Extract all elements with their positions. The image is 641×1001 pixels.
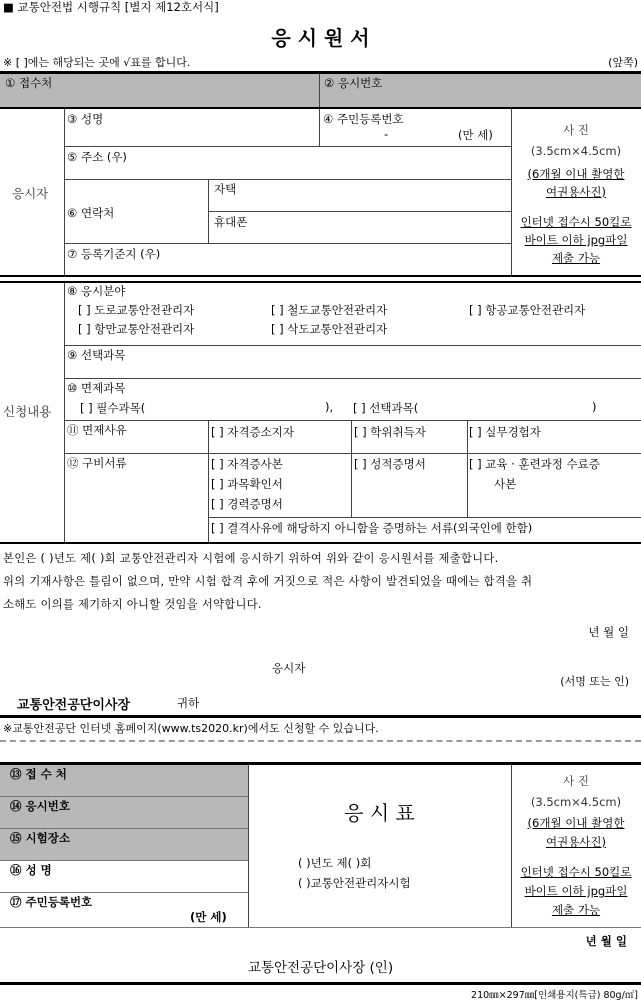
exam-number-label: ② 응시번호	[324, 76, 383, 90]
home-phone-field[interactable]: 자택	[214, 182, 237, 196]
address-field[interactable]: ⑤ 주소 (우)	[67, 150, 127, 164]
recipient-suffix: 귀하	[177, 696, 200, 710]
side-label: (앞쪽)	[608, 56, 638, 69]
rrn-dash: -	[384, 127, 389, 141]
ticket-exam-number: ⑭ 응시번호	[10, 799, 70, 813]
photo-title: 사 진	[563, 774, 589, 788]
age-label: (만 세)	[458, 128, 493, 142]
training-cert-cont: 사본	[494, 477, 517, 491]
ticket-exam-site: ⑮ 시험장소	[10, 831, 70, 845]
law-reference: ■ 교통안전법 시행규칙 [별지 제12호서식]	[3, 0, 219, 14]
photo-size: (3.5cm×4.5cm)	[530, 795, 622, 809]
paper-spec: 210㎜×297㎜[인쇄용지(특급) 80g/㎡]	[471, 990, 638, 1001]
ticket-date: 년 월 일	[585, 934, 627, 948]
office-row	[0, 73, 641, 107]
checkbox-required-subject[interactable]: [ ] 필수과목(	[80, 401, 146, 415]
exam-field-label: ⑧ 응시분야	[67, 284, 126, 298]
checkbox-training-cert[interactable]: [ ] 교육 · 훈련과정 수료증	[469, 457, 600, 471]
photo-note: 바이트 이하 jpg파일	[524, 233, 628, 247]
request-section-label: 신청내용	[3, 404, 52, 419]
declaration-text: 소해도 이의를 제기하지 아니할 것임을 서약합니다.	[3, 598, 262, 611]
check-note: ※ [ ]에는 해당되는 곳에 √표를 합니다.	[3, 56, 191, 69]
applicant-section-label: 응시자	[12, 186, 49, 201]
checkbox-degree-holder[interactable]: [ ] 학위취득자	[354, 425, 426, 439]
photo-note: 인터넷 접수시 50킬로	[520, 865, 632, 879]
exempt-reason-label: ⑪ 면제사유	[67, 423, 127, 437]
contact-label: ⑥ 연락처	[67, 206, 115, 220]
photo-note: 여권용사진)	[545, 835, 607, 849]
elective-subject-field[interactable]: ⑨ 선택과목	[67, 348, 126, 362]
checkbox-transcript[interactable]: [ ] 성적증명서	[354, 457, 426, 471]
checkbox-port[interactable]: [ ] 항만교통안전관리자	[78, 322, 195, 336]
domicile-field[interactable]: ⑦ 등록기준지 (우)	[67, 247, 161, 261]
photo-note: 인터넷 접수시 50킬로	[520, 215, 632, 229]
photo-title: 사 진	[563, 123, 589, 137]
checkbox-road[interactable]: [ ] 도로교통안전관리자	[78, 303, 195, 317]
checkbox-aviation[interactable]: [ ] 항공교통안전관리자	[469, 303, 586, 317]
declaration-date[interactable]: 년 월 일	[588, 625, 629, 639]
reception-label: ① 접수처	[5, 76, 53, 90]
ticket-exam-type: ( )교통안전관리자시험	[298, 876, 411, 890]
signature-field[interactable]: (서명 또는 인)	[560, 675, 629, 688]
rrn-field[interactable]: ④ 주민등록번호	[323, 112, 404, 126]
paren: ),	[325, 400, 334, 414]
checkbox-license-copy[interactable]: [ ] 자격증사본	[211, 457, 283, 471]
ticket-reception: ⑬ 접 수 처	[10, 767, 67, 781]
ticket-issuer: 교통안전공단이사장 (인)	[247, 960, 394, 976]
name-field[interactable]: ③ 성명	[67, 112, 104, 126]
photo-note: (6개월 이내 촬영한	[527, 816, 625, 830]
ticket-name[interactable]: ⑯ 성 명	[10, 863, 52, 877]
ticket-title: 응 시 표	[344, 801, 415, 825]
checkbox-cableway[interactable]: [ ] 삭도교통안전관리자	[271, 322, 388, 336]
checkbox-subject-cert[interactable]: [ ] 과목확인서	[211, 477, 283, 491]
cut-line	[0, 740, 641, 742]
photo-note: 여권용사진)	[545, 185, 607, 199]
exempt-subject-label: ⑩ 면제과목	[67, 381, 126, 395]
checkbox-rail[interactable]: [ ] 철도교통안전관리자	[271, 303, 388, 317]
checkbox-career-cert[interactable]: [ ] 경력증명서	[211, 497, 283, 511]
ticket-age: (만 세)	[190, 910, 227, 924]
ticket-rrn[interactable]: ⑰ 주민등록번호	[10, 895, 93, 909]
photo-note: (6개월 이내 촬영한	[527, 167, 625, 181]
photo-note: 바이트 이하 jpg파일	[524, 884, 628, 898]
declaration-text: 위의 기재사항은 틀림이 없으며, 만약 시험 합격 후에 거짓으로 적은 사항이 발견되었을 때에는 합격을 취	[3, 575, 533, 588]
paren: )	[592, 400, 597, 414]
online-note: ※교통안전공단 인터넷 홈페이지(www.ts2020.kr)에서도 신청할 수 있습니다.	[3, 722, 379, 735]
photo-note: 제출 가능	[551, 251, 601, 265]
checkbox-experience[interactable]: [ ] 실무경험자	[469, 425, 541, 439]
photo-note: 제출 가능	[551, 903, 601, 917]
recipient: 교통안전공단이사장	[17, 698, 131, 713]
checkbox-license-holder[interactable]: [ ] 자격증소지자	[211, 425, 294, 439]
applicant-sign-label: 응시자	[272, 661, 306, 675]
mobile-phone-field[interactable]: 휴대폰	[214, 215, 248, 229]
page-title: 응 시 원 서	[271, 26, 370, 50]
photo-size: (3.5cm×4.5cm)	[530, 144, 622, 158]
documents-label: ⑫ 구비서류	[67, 456, 127, 470]
checkbox-elective-subject[interactable]: [ ] 선택과목(	[353, 401, 419, 415]
checkbox-disqualification-proof[interactable]: [ ] 결격사유에 해당하지 아니함을 증명하는 서류(외국인에 한함)	[211, 521, 533, 535]
declaration-text: 본인은 ( )년도 제( )회 교통안전관리자 시험에 응시하기 위하여 위와 같이 응시원서를 제출합니다.	[3, 552, 499, 565]
ticket-round: ( )년도 제( )회	[298, 856, 372, 870]
